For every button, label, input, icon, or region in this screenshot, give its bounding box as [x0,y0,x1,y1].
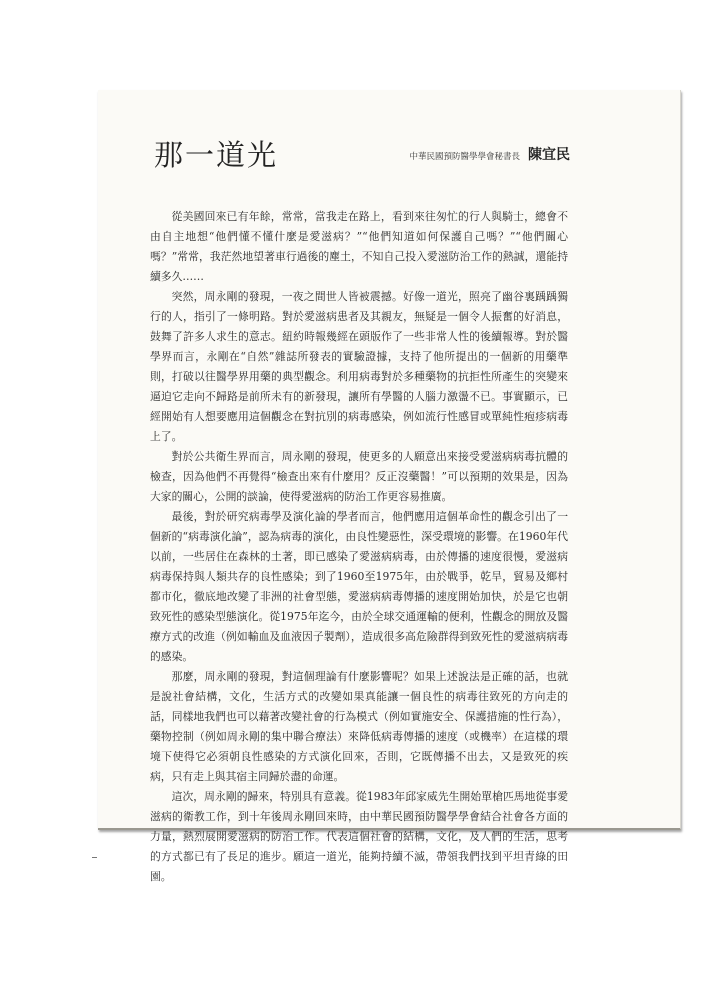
article-body [150,207,568,887]
article-title: 那一道光 [154,138,279,172]
paragraph: 最後，對於研究病毒學及演化論的學者而言，他們應用這個革命性的觀念引出了一個新的“病毒演化論”，認為病毒的演化，由良性變惡性，深受環境的影響。在1960年代以前，一些居住在森林的土著，即已感染了愛滋病病毒，由於傳播的速度很慢，愛滋病病毒保持與人類共存的良性感染；到了1960至1975年，由於戰爭，乾旱，貿易及鄉村都市化，徹底地改變了非洲的社會型態，愛滋病病毒傳播的速度開始加快，於是它也朝致死性的感染型態演化。從1975年迄今，由於全球交通運輸的便利，性觀念的開放及醫療方式的改進（例如輸血及血液因子製劑），造成很多高危險群得到致死性的愛滋病病毒的感染。 [150,510,568,663]
scan-mark [92,857,97,858]
paragraph: 從美國回來已有年餘，常常，當我走在路上，看到來往匆忙的行人與騎士，總會不由自主地想“他們懂不懂什麼是愛滋病？”“他們知道如何保護自己嗎？”“他們關心嗎？”常常，我茫然地望著車行過後的塵土，不知自己投入愛滋防治工作的熱誠，還能持續多久…… [150,210,568,283]
paragraph: 突然，周永剛的發現，一夜之間世人皆被震撼。好像一道光，照亮了幽谷裏踽踽獨行的人，指引了一條明路。對於愛滋病患者及其親友，無疑是一個令人振奮的好消息，鼓舞了許多人求生的意志。紐約時報幾經在頭版作了一些非常人性的後續報導。對於醫學界而言，永剛在“自然”雜誌所發表的實驗證據，支持了他所提出的一個新的用藥準則，打破以往醫學界用藥的典型觀念。利用病毒對於多種藥物的抗拒性所產生的突變來逼迫它走向不歸路是前所未有的新發現，讓所有學醫的人腦力激盪不已。事實顯示，已經開始有人想要應用這個觀念在對抗別的病毒感染，例如流行性感冒或單純性疱疹病毒上了。 [150,290,568,443]
byline [390,144,570,164]
paragraph: 這次，周永剛的歸來，特別具有意義。從1983年邱家威先生開始單槍匹馬地從事愛滋病的衛教工作，到十年後周永剛回來時，由中華民國預防醫學學會結合社會各方面的力量，熱烈展開愛滋病的防治工作。代表這個社會的結構，文化，及人們的生活，思考的方式都已有了長足的進步。願這一道光，能夠持續不滅，帶領我們找到平坦青綠的田園。 [150,790,568,883]
author-affiliation: 中華民國預防醫學學會秘書長 [409,152,520,162]
paragraph: 對於公共衛生界而言，周永剛的發現，使更多的人願意出來接受愛滋病病毒抗體的檢查，因為他們不再覺得“檢查出來有什麼用？反正沒藥醫！”可以預期的效果是，因為大家的關心，公開的談論，使得愛滋病的防治工作更容易推廣。 [150,450,568,503]
paragraph: 那麼，周永剛的發現，對這個理論有什麼影響呢？如果上述說法是正確的話，也就是說社會結構，文化，生活方式的改變如果真能讓一個良性的病毒往致死的方向走的話，同樣地我們也可以藉著改變社會的行為模式（例如實施安全、保護措施的性行為），藥物控制（例如周永剛的集中聯合療法）來降低病毒傳播的速度（或機率）在這樣的環境下使得它必須朝良性感染的方式演化回來，否則，它既傳播不出去，又是致死的疾病，只有走上與其宿主同歸於盡的命運。 [150,670,568,783]
author-name: 陳宜民 [528,147,570,163]
